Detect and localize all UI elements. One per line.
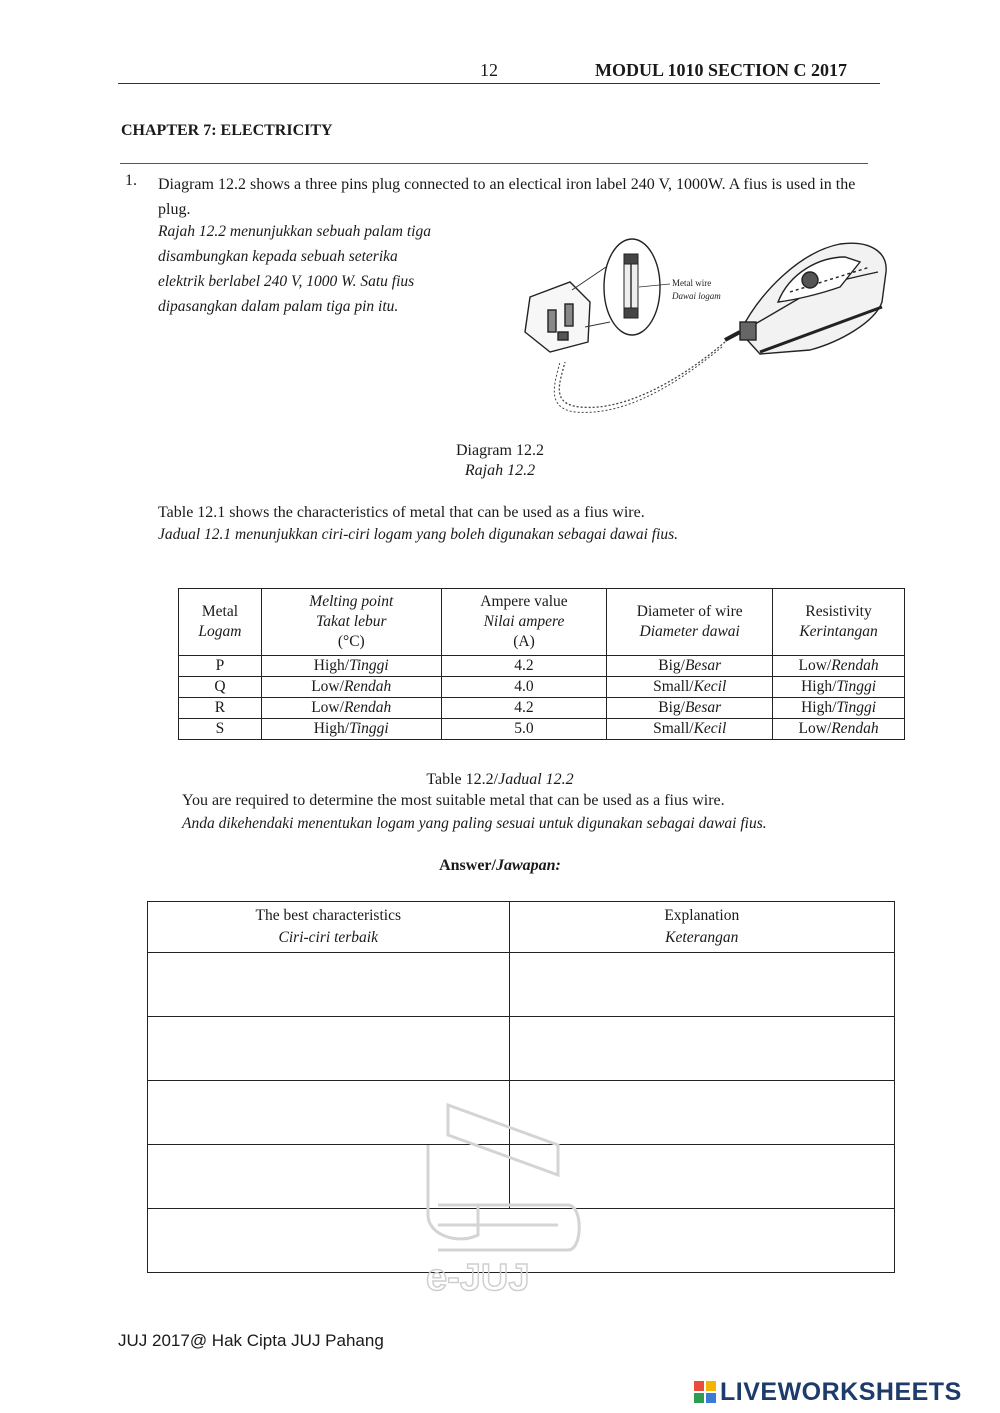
- answer-cell-explanation[interactable]: [509, 1017, 894, 1081]
- metal-table: [178, 588, 905, 740]
- value-en: Big: [658, 699, 681, 716]
- requirement-en: You are required to determine the most suitable metal that can be used as a fius wire.: [182, 792, 725, 809]
- table-intro-en: Table 12.1 shows the characteristics of metal that can be used as a fius wire.: [158, 504, 645, 521]
- question-text-en: Diagram 12.2 shows a three pins plug connected to an electical iron label 240 V, 1000W. A fius is used in the plug.: [158, 176, 856, 218]
- cell-melting: Low/Rendah: [261, 698, 441, 719]
- fuse-icon: [624, 254, 638, 318]
- answer-cell-characteristic[interactable]: [148, 1017, 510, 1081]
- cell-ampere: 4.2: [441, 656, 607, 677]
- cell-diameter: Small/Kecil: [607, 677, 773, 698]
- header-my: Takat lebur: [316, 613, 387, 630]
- cell-diameter: Big/Besar: [607, 656, 773, 677]
- value-en: Small: [653, 678, 690, 695]
- header-metal: [179, 589, 262, 656]
- value-en: Low: [798, 720, 827, 737]
- header-en: Metal: [201, 603, 239, 620]
- value-my: Kecil: [693, 720, 727, 737]
- answer-cell-characteristic[interactable]: [148, 953, 510, 1017]
- requirement-my: Anda dikehendaki menentukan logam yang paling sesuai untuk digunakan sebagai dawai fius.: [182, 815, 767, 832]
- value-my: Tinggi: [349, 720, 389, 737]
- value-my: Rendah: [831, 657, 879, 674]
- header-my: Ciri-ciri terbaik: [278, 929, 378, 946]
- value-en: High: [313, 657, 345, 674]
- cell-diameter: Small/Kecil: [607, 719, 773, 740]
- header-best-characteristics: [148, 902, 510, 953]
- header-en: Explanation: [664, 907, 740, 924]
- cell-diameter: Big/Besar: [607, 698, 773, 719]
- cell-resistivity: Low/Rendah: [773, 656, 905, 677]
- question-my-line: disambungkan kepada sebuah seterika: [158, 248, 398, 265]
- header-ampere-value: [441, 589, 607, 656]
- answer-table-header-row: [148, 902, 895, 953]
- chapter-title: CHAPTER 7: ELECTRICITY: [121, 122, 333, 139]
- header-en: Diameter of wire: [636, 603, 743, 620]
- answer-cell-explanation[interactable]: [509, 953, 894, 1017]
- header-en: Ampere value: [480, 593, 568, 610]
- value-my: Kecil: [693, 678, 727, 695]
- caption-en: Table 12.2/: [426, 771, 499, 788]
- value-en: High: [801, 699, 833, 716]
- value-en: Low: [311, 678, 340, 695]
- cell-ampere: 5.0: [441, 719, 607, 740]
- cell-melting: Low/Rendah: [261, 677, 441, 698]
- table-row: [179, 698, 905, 719]
- cell-metal: S: [179, 719, 262, 740]
- watermark-text: e-JUJ: [426, 1257, 530, 1299]
- value-en: Low: [798, 657, 827, 674]
- question-my-line: Rajah 12.2 menunjukkan sebuah palam tiga: [158, 223, 431, 240]
- table-row: [179, 719, 905, 740]
- module-title: MODUL 1010 SECTION C 2017: [595, 60, 848, 80]
- metal-table-header-row: [179, 589, 905, 656]
- cell-resistivity: High/Tinggi: [773, 698, 905, 719]
- header-my: Logam: [198, 623, 242, 640]
- cell-ampere: 4.2: [441, 698, 607, 719]
- header-my: Kerintangan: [799, 623, 878, 640]
- answer-label: [0, 857, 1000, 875]
- value-my: Tinggi: [836, 699, 877, 716]
- header-unit: (°C): [337, 633, 365, 650]
- table-caption: [0, 771, 1000, 789]
- iron-illustration: [725, 243, 886, 354]
- cell-metal: R: [179, 698, 262, 719]
- metal-wire-label-my: Dawai logam: [672, 291, 721, 301]
- header-en: Resistivity: [805, 603, 872, 620]
- diagram-caption-my: Rajah 12.2: [464, 462, 536, 479]
- cell-melting: High/Tinggi: [261, 719, 441, 740]
- cell-ampere: 4.0: [441, 677, 607, 698]
- liveworksheets-brand[interactable]: [694, 1378, 962, 1407]
- value-my: Besar: [684, 657, 722, 674]
- value-my: Tinggi: [836, 678, 877, 695]
- footer-copyright: JUJ 2017@ Hak Cipta JUJ Pahang: [118, 1331, 384, 1350]
- value-en: Low: [311, 699, 340, 716]
- value-my: Rendah: [343, 699, 392, 716]
- table-row: [179, 677, 905, 698]
- header-explanation: [509, 902, 894, 953]
- header-my: Nilai ampere: [483, 613, 565, 630]
- table-intro-my: Jadual 12.1 menunjukkan ciri-ciri logam yang boleh digunakan sebagai dawai fius.: [158, 526, 679, 543]
- answer-label-en: Answer/: [439, 857, 496, 874]
- header-unit: (A): [513, 633, 535, 650]
- header-rule: [118, 83, 880, 84]
- question-number: 1.: [125, 172, 137, 189]
- caption-my: Jadual 12.2: [498, 771, 574, 788]
- liveworksheets-logo-icon: [694, 1381, 716, 1403]
- value-my: Tinggi: [349, 657, 389, 674]
- ejuj-watermark: [418, 1085, 588, 1305]
- cell-melting: High/Tinggi: [261, 656, 441, 677]
- header-resistivity: [773, 589, 905, 656]
- answer-label-my: Jawapan:: [495, 857, 561, 874]
- cell-metal: Q: [179, 677, 262, 698]
- power-cord: [559, 342, 725, 407]
- cell-metal: P: [179, 656, 262, 677]
- answer-row: [148, 1017, 895, 1081]
- cell-resistivity: Low/Rendah: [773, 719, 905, 740]
- question-my-line: dipasangkan dalam palam tiga pin itu.: [158, 298, 399, 315]
- three-pin-plug: [525, 282, 590, 352]
- header-my: Keterangan: [665, 929, 739, 946]
- header-melting-point: [261, 589, 441, 656]
- metal-wire-label: Metal wire: [672, 278, 712, 288]
- page-number: 12: [480, 60, 498, 80]
- value-my: Rendah: [831, 720, 879, 737]
- header-en: Melting point: [309, 593, 394, 610]
- value-en: Big: [658, 657, 681, 674]
- value-my: Besar: [684, 699, 722, 716]
- cell-resistivity: High/Tinggi: [773, 677, 905, 698]
- diagram-caption-en: Diagram 12.2: [456, 442, 544, 459]
- answer-row: [148, 953, 895, 1017]
- question-my-line: elektrik berlabel 240 V, 1000 W. Satu fius: [158, 273, 415, 290]
- plug-iron-diagram: [510, 232, 890, 422]
- brand-text: LIVEWORKSHEETS: [720, 1378, 962, 1406]
- header-diameter: [607, 589, 773, 656]
- header-en: The best characteristics: [255, 907, 401, 924]
- question-text-my: [158, 219, 498, 319]
- value-en: Small: [653, 720, 690, 737]
- value-en: High: [313, 720, 345, 737]
- value-my: Rendah: [343, 678, 392, 695]
- header-my: Diameter dawai: [639, 623, 740, 640]
- table-row: [179, 656, 905, 677]
- value-en: High: [801, 678, 833, 695]
- chapter-rule: [120, 163, 868, 164]
